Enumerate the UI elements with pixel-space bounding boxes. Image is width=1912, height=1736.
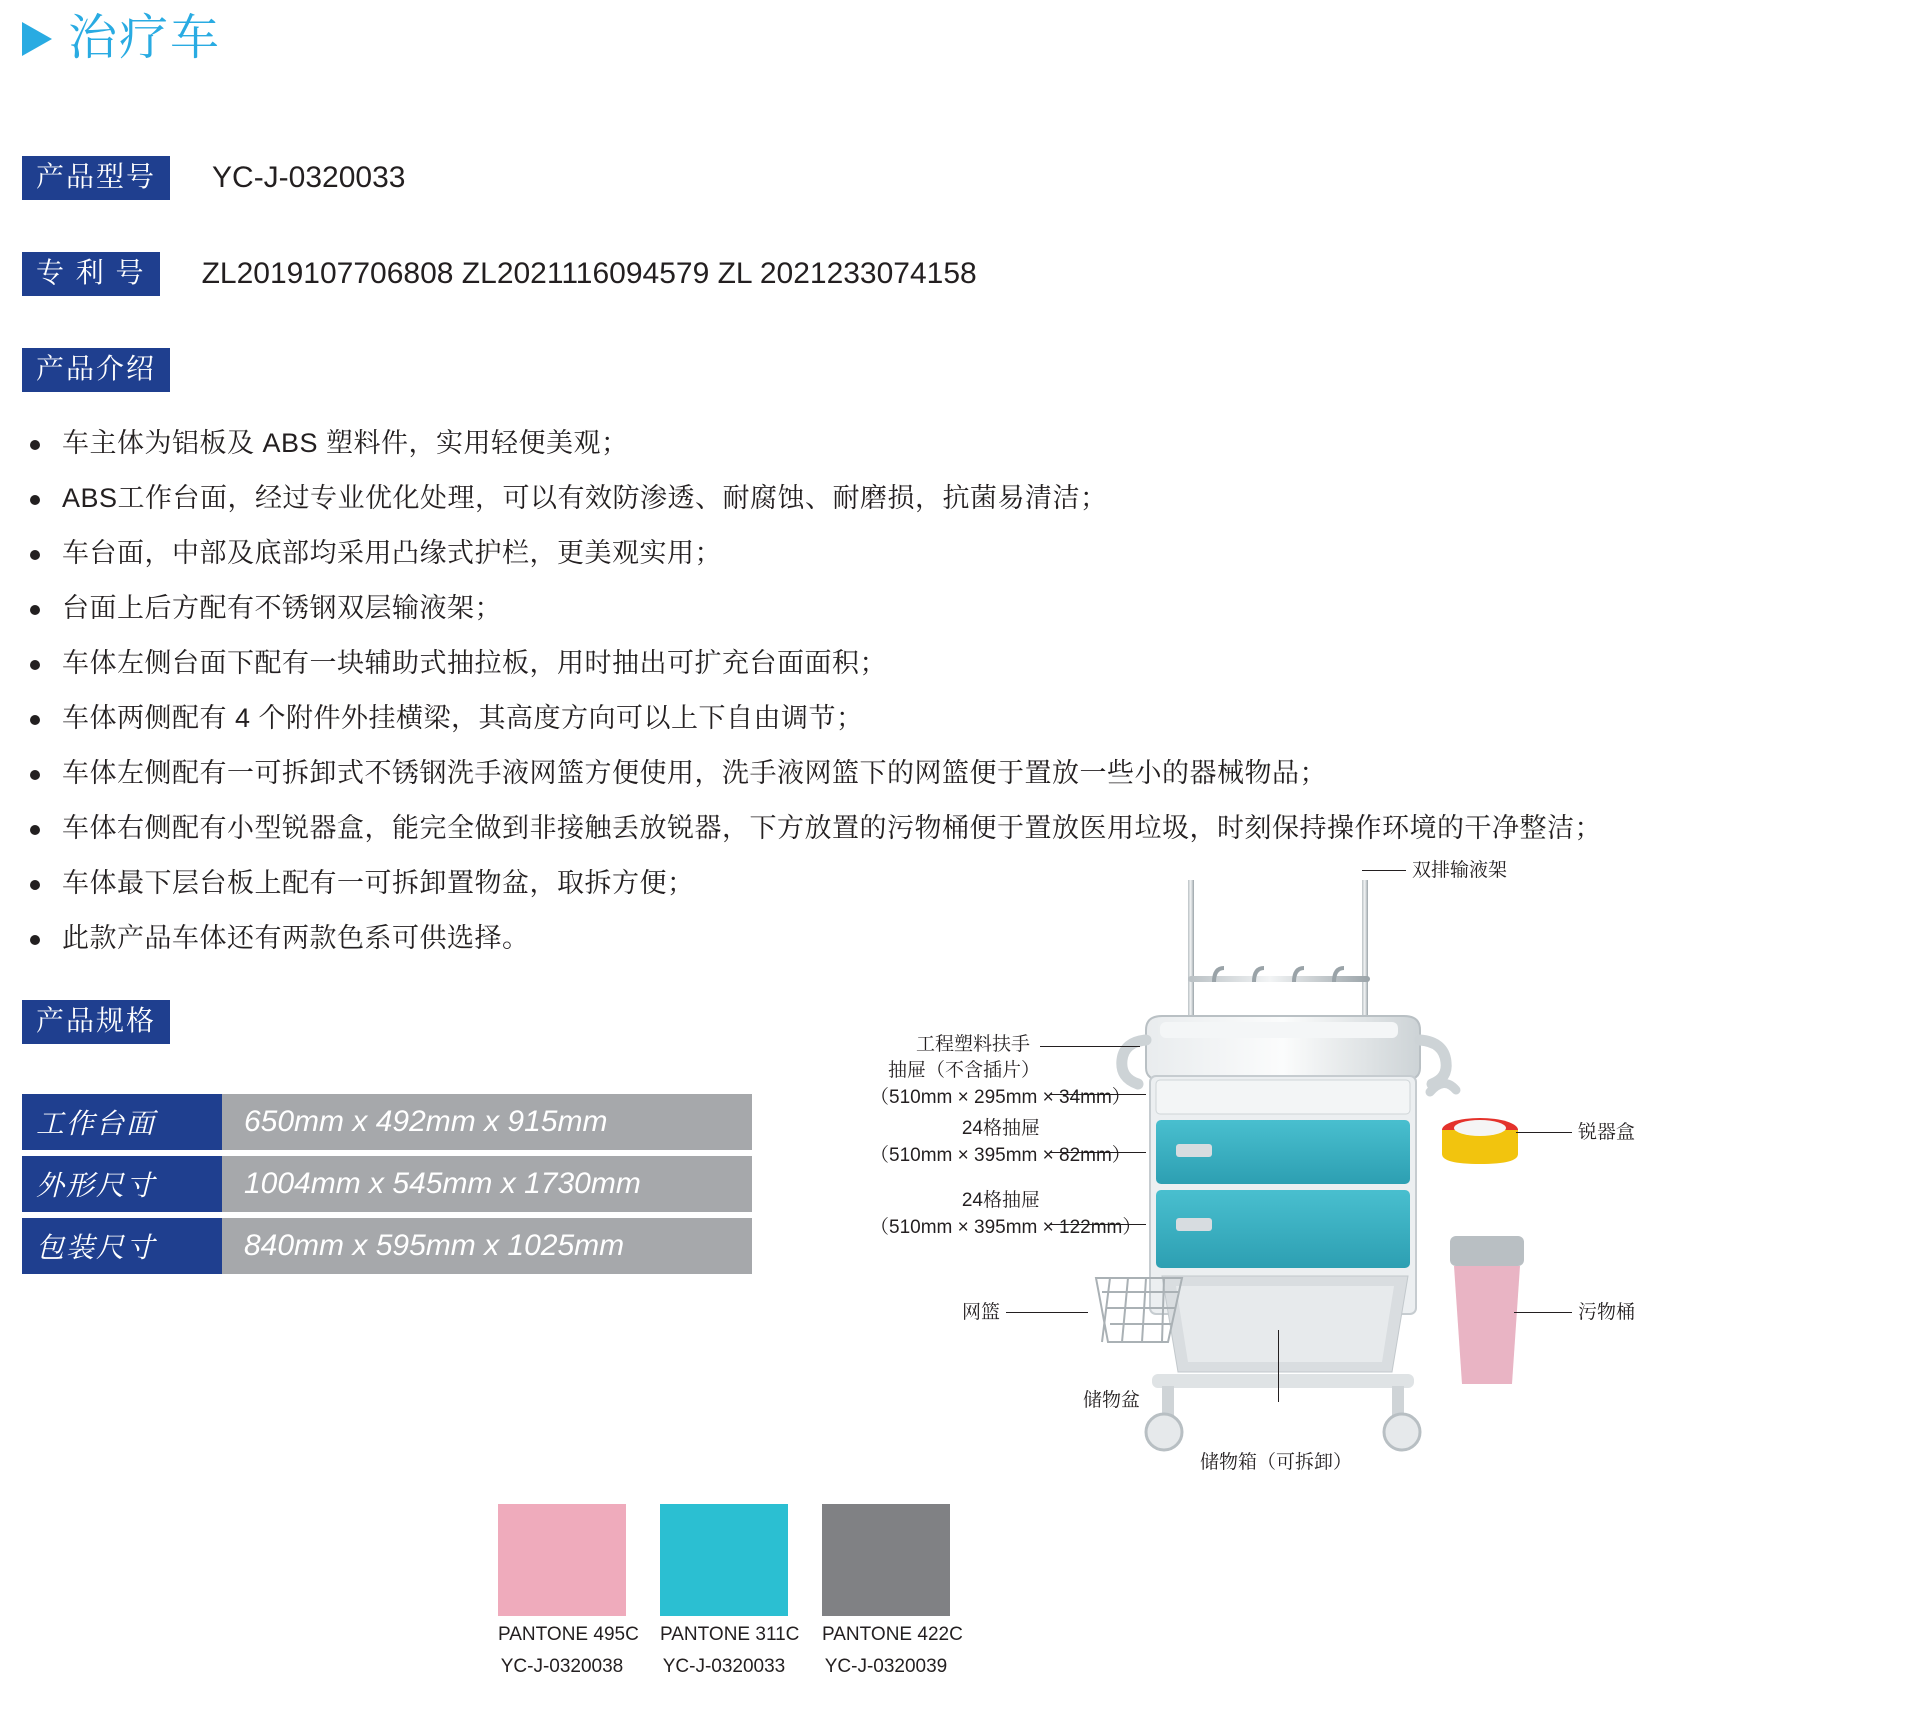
product-model-label: 产品型号 [22,156,170,200]
spec-heading-row [22,1000,170,1044]
swatch-pantone-name: PANTONE 495C [498,1624,639,1645]
callout-storage-basin: 储物盆 [1082,1390,1140,1411]
callout-drawer-24-122 [870,1188,1142,1241]
spec-label: 外形尺寸 [22,1156,222,1212]
spec-label: 包装尺寸 [22,1218,222,1274]
callout-plastic-handle: 工程塑料扶手 [915,1034,1030,1055]
color-swatch-item [660,1504,800,1679]
callout-sharps-box: 锐器盒 [1578,1122,1636,1143]
callout-drawer-24-82-line1: 24格抽屉 [961,1118,1040,1139]
list-item: 车主体为铝板及 ABS 塑料件，实用轻便美观； [22,430,1702,457]
patent-number-value: ZL2019107706808 ZL2021116094579 ZL 2021233074158 [201,257,977,290]
color-swatch-group [498,1504,963,1679]
swatch-model: YC-J-0320039 [824,1655,948,1677]
list-item: 车体右侧配有小型锐器盒，能完全做到非接触丢放锐器，下方放置的污物桶便于置放医用垃圾，时刻保持操作环境的干净整洁； [22,815,1702,842]
product-model-row [22,156,405,200]
page-title: 治疗车 [68,11,222,65]
callout-waste-bin: 污物桶 [1578,1302,1636,1323]
color-swatch-item [822,1504,963,1679]
spec-value: 650mm x 492mm x 915mm [222,1094,752,1150]
callout-drawer-thin [870,1058,1131,1111]
callout-drawer-24-82 [870,1116,1131,1169]
callout-storage-box: 储物箱（可拆卸） [1200,1452,1353,1473]
callout-drawer-thin-line2: （510mm × 295mm × 34mm） [870,1086,1131,1108]
list-item: 台面上后方配有不锈钢双层输液架； [22,595,1702,622]
table-row [22,1094,752,1150]
callout-leader-line [1362,870,1406,871]
list-item: 车体最下层台板上配有一可拆卸置物盆，取拆方便； [22,870,1702,897]
swatch-model: YC-J-0320038 [500,1655,624,1677]
patent-number-label: 专 利 号 [22,252,160,296]
product-model-value: YC-J-0320033 [212,161,406,194]
callout-leader-line [1514,1312,1572,1313]
callout-leader-line [1278,1330,1279,1402]
color-chip [822,1504,950,1616]
table-row [22,1156,752,1212]
list-item: 此款产品车体还有两款色系可供选择。 [22,925,1702,952]
list-item: ABS工作台面，经过专业优化处理，可以有效防渗透、耐腐蚀、耐磨损，抗菌易清洁； [22,485,1702,512]
page-header [22,11,222,65]
swatch-model: YC-J-0320033 [662,1655,786,1677]
color-swatch-item [498,1504,639,1679]
intro-heading-row [22,348,170,392]
color-chip [498,1504,626,1616]
swatch-pantone-name: PANTONE 311C [660,1624,800,1645]
list-item: 车体左侧台面下配有一块辅助式抽拉板，用时抽出可扩充台面面积； [22,650,1702,677]
callout-leader-line [1040,1046,1140,1047]
table-row [22,1218,752,1274]
callout-drawer-thin-line1: 抽屉（不含插片） [887,1060,1040,1081]
play-triangle-icon [22,22,52,56]
color-chip [660,1504,788,1616]
callout-leader-line [1006,1312,1088,1313]
callout-drawer-24-122-line2: （510mm × 395mm × 122mm） [870,1216,1142,1238]
spec-label: 工作台面 [22,1094,222,1150]
callout-wire-basket: 网篮 [961,1302,1000,1323]
patent-number-row [22,252,977,296]
list-item: 车体左侧配有一可拆卸式不锈钢洗手液网篮方便使用，洗手液网篮下的网篮便于置放一些小的器械物品； [22,760,1702,787]
spec-table [22,1094,752,1280]
spec-value: 1004mm x 545mm x 1730mm [222,1156,752,1212]
list-item: 车台面，中部及底部均采用凸缘式护栏，更美观实用； [22,540,1702,567]
intro-heading: 产品介绍 [22,348,170,392]
medical-cart-drawing [1010,880,1890,1720]
spec-value: 840mm x 595mm x 1025mm [222,1218,752,1274]
swatch-pantone-name: PANTONE 422C [822,1624,963,1645]
callout-drawer-24-82-line2: （510mm × 395mm × 82mm） [870,1144,1131,1166]
spec-heading: 产品规格 [22,1000,170,1044]
list-item: 车体两侧配有 4 个附件外挂横梁，其高度方向可以上下自由调节； [22,705,1702,732]
callout-drawer-24-122-line1: 24格抽屉 [961,1190,1040,1211]
callout-iv-pole: 双排输液架 [1412,860,1508,881]
callout-leader-line [1516,1132,1572,1133]
